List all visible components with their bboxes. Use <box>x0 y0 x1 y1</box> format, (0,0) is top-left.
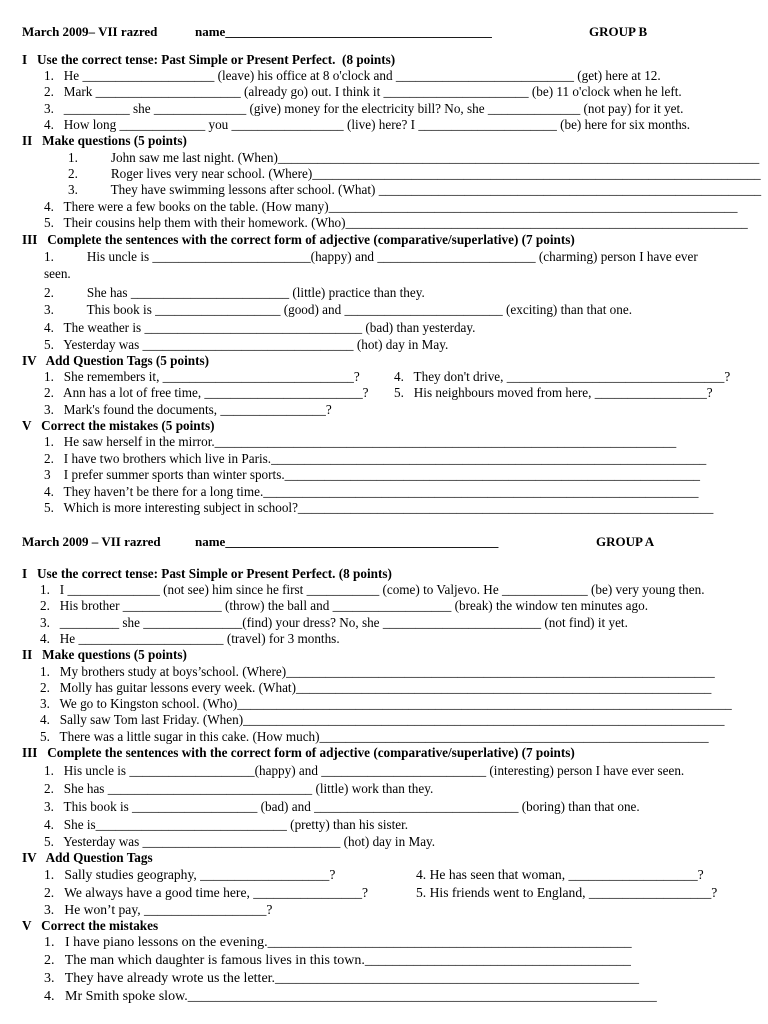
a-s5-item[interactable]: 1. I have piano lessons on the evening.____________________________________________________ <box>44 935 632 950</box>
a-s1-item[interactable]: 4. He ______________________ (travel) for 3 months. <box>40 631 340 646</box>
b-s3-item-cont: seen. <box>44 266 71 281</box>
b-s2-item[interactable]: 2. Roger lives very near school. (Where)____________________________________________________________________ <box>68 166 761 181</box>
b-s4-item[interactable]: 4. They don't drive, _________________________________? <box>394 369 731 384</box>
b-s1-item[interactable]: 1. He ____________________ (leave) his office at 8 o'clock and ___________________________ (get) here at 12. <box>44 68 661 83</box>
a-s4-item[interactable]: 2. We always have a good time here, ________________? <box>44 885 369 900</box>
header-group-b: GROUP B <box>589 24 648 39</box>
b-section1-title: I Use the correct tense: Past Simple or Present Perfect. (8 points) <box>22 52 396 67</box>
b-section5-title: V Correct the mistakes (5 points) <box>22 418 215 433</box>
a-s4-item[interactable]: 5. His friends went to England, __________________? <box>416 885 718 900</box>
a-s2-item[interactable]: 5. There was a little sugar in this cake. (How much)___________________________________________________________ <box>40 729 709 744</box>
b-s2-item[interactable]: 1. John saw me last night. (When)_________________________________________________________________________ <box>68 150 760 165</box>
b-s5-item[interactable]: 5. Which is more interesting subject in school?_______________________________________________________________ <box>44 500 714 515</box>
a-s4-item[interactable]: 1. Sally studies geography, ___________________? <box>44 867 336 882</box>
a-s4-item[interactable]: 3. He won’t pay, __________________? <box>44 902 273 917</box>
b-s4-item[interactable]: 3. Mark's found the documents, ________________? <box>44 402 332 417</box>
header-date-a: March 2009 – VII razred <box>22 534 161 549</box>
a-s3-item[interactable]: 2. She has _______________________________ (little) work than they. <box>44 781 434 796</box>
header-group-a: GROUP A <box>596 534 655 549</box>
header-date-b: March 2009– VII razred <box>22 24 158 39</box>
b-s4-item[interactable]: 5. His neighbours moved from here, _________________? <box>394 385 713 400</box>
b-s1-item[interactable]: 2. Mark ______________________ (already go) out. I think it ______________________ (be) 11 o'clock when he left. <box>44 84 682 99</box>
a-s3-item[interactable]: 4. She is_____________________________ (pretty) than his sister. <box>44 817 409 832</box>
a-s3-item[interactable]: 5. Yesterday was ______________________________ (hot) day in May. <box>44 834 436 849</box>
a-section4-title: IV Add Question Tags <box>22 850 153 865</box>
a-s3-item[interactable]: 3. This book is ___________________ (bad) and _______________________________ (boring) than that one. <box>44 799 640 814</box>
header-name-a[interactable]: name__________________________________________ <box>195 534 499 549</box>
b-s3-item[interactable]: 4. The weather is _________________________________ (bad) than yesterday. <box>44 320 476 335</box>
b-s5-item[interactable]: 2. I have two brothers which live in Paris.__________________________________________________________________ <box>44 451 707 466</box>
b-s5-item[interactable]: 4. They haven’t be there for a long time.__________________________________________________________________ <box>44 484 699 499</box>
header-name-b[interactable]: name_________________________________________ <box>195 24 492 39</box>
b-s3-item[interactable]: 2. She has ________________________ (little) practice than they. <box>44 285 425 300</box>
b-s4-item[interactable]: 1. She remembers it, _____________________________? <box>44 369 360 384</box>
b-s5-item[interactable]: 1. He saw herself in the mirror.______________________________________________________________________ <box>44 434 677 449</box>
a-section2-title: II Make questions (5 points) <box>22 647 187 662</box>
b-s3-item[interactable]: 1. His uncle is ________________________(happy) and ________________________ (charming) person I have ever <box>44 249 698 264</box>
b-section2-title: II Make questions (5 points) <box>22 133 187 148</box>
b-s3-item[interactable]: 3. This book is ___________________ (good) and ________________________ (exciting) than that one. <box>44 302 633 317</box>
a-s2-item[interactable]: 2. Molly has guitar lessons every week. (What)_______________________________________________________________ <box>40 680 712 695</box>
a-s2-item[interactable]: 4. Sally saw Tom last Friday. (When)_________________________________________________________________________ <box>40 712 725 727</box>
a-s5-item[interactable]: 2. The man which daughter is famous lives in this town.______________________________________ <box>44 953 631 968</box>
a-section3-title: III Complete the sentences with the correct form of adjective (comparative/superlative) (7 points) <box>22 745 575 760</box>
b-section4-title: IV Add Question Tags (5 points) <box>22 353 210 368</box>
a-section1-title: I Use the correct tense: Past Simple or Present Perfect. (8 points) <box>22 566 392 581</box>
b-s1-item[interactable]: 4. How long _____________ you _________________ (live) here? I _____________________ (be) here for six months. <box>44 117 691 132</box>
b-s2-item[interactable]: 3. They have swimming lessons after school. (What) __________________________________________________________ <box>68 182 762 197</box>
a-s3-item[interactable]: 1. His uncle is ___________________(happy) and _________________________ (interesting) person I have ever seen. <box>44 763 685 778</box>
a-section5-title: V Correct the mistakes <box>22 918 159 933</box>
a-s2-item[interactable]: 1. My brothers study at boys’school. (Where)_________________________________________________________________ <box>40 664 715 679</box>
a-s5-item[interactable]: 4. Mr Smith spoke slow.___________________________________________________________________ <box>44 989 657 1004</box>
b-s2-item[interactable]: 4. There were a few books on the table. (How many)______________________________________________________________ <box>44 199 738 214</box>
b-s2-item[interactable]: 5. Their cousins help them with their homework. (Who)_____________________________________________________________ <box>44 215 748 230</box>
a-s1-item[interactable]: 3. _________ she _______________(find) your dress? No, she ________________________ (not find) it yet. <box>40 615 628 630</box>
a-s1-item[interactable]: 1. I ______________ (not see) him since he first ___________ (come) to Valjevo. He _____________ (be) very young then. <box>40 582 705 597</box>
a-s2-item[interactable]: 3. We go to Kingston school. (Who)___________________________________________________________________________ <box>40 696 732 711</box>
b-s1-item[interactable]: 3. __________ she ______________ (give) money for the electricity bill? No, she ______________ (not pay) for it yet. <box>44 101 684 116</box>
a-s4-item[interactable]: 4. He has seen that woman, ___________________? <box>416 867 704 882</box>
b-s5-item[interactable]: 3 I prefer summer sports than winter sports._______________________________________________________________ <box>44 467 701 482</box>
b-s3-item[interactable]: 5. Yesterday was ________________________________ (hot) day in May. <box>44 337 449 352</box>
a-s5-item[interactable]: 3. They have already wrote us the letter.____________________________________________________ <box>44 971 640 986</box>
a-s1-item[interactable]: 2. His brother _______________ (throw) the ball and __________________ (break) the window ten minutes ago. <box>40 598 648 613</box>
b-section3-title: III Complete the sentences with the correct form of adjective (comparative/superlative) (7 points) <box>22 232 575 247</box>
b-s4-item[interactable]: 2. Ann has a lot of free time, ________________________? <box>44 385 369 400</box>
